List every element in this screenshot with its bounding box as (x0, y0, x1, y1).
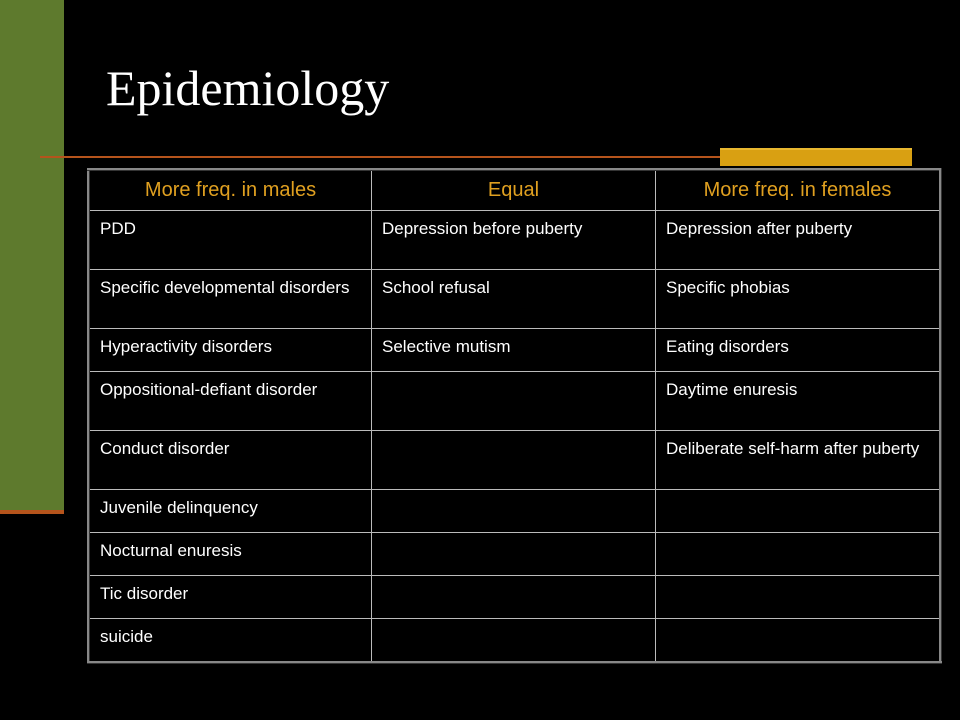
cell-equal (372, 431, 656, 490)
cell-males: Tic disorder (89, 576, 372, 619)
table-row (89, 431, 941, 490)
cell-males: Juvenile delinquency (89, 490, 372, 533)
cell-females: Deliberate self-harm after puberty (656, 431, 941, 490)
epidemiology-table (87, 168, 942, 664)
table-row (89, 533, 941, 576)
cell-males: Nocturnal enuresis (89, 533, 372, 576)
cell-equal (372, 372, 656, 431)
cell-equal (372, 490, 656, 533)
cell-males: Conduct disorder (89, 431, 372, 490)
cell-equal (372, 576, 656, 619)
cell-females (656, 490, 941, 533)
cell-females (656, 619, 941, 663)
table-row (89, 270, 941, 329)
header-males: More freq. in males (89, 170, 372, 211)
cell-females (656, 576, 941, 619)
cell-equal (372, 619, 656, 663)
epidemiology-table-container (87, 168, 939, 664)
table-row (89, 619, 941, 663)
header-equal: Equal (372, 170, 656, 211)
cell-equal: Depression before puberty (372, 211, 656, 270)
table-row (89, 372, 941, 431)
cell-equal (372, 533, 656, 576)
table-row (89, 490, 941, 533)
table-header-row (89, 170, 941, 211)
cell-males: Oppositional-defiant disorder (89, 372, 372, 431)
slide-title: Epidemiology (106, 60, 390, 116)
accent-line (720, 148, 912, 150)
accent-block (720, 148, 912, 166)
cell-equal: Selective mutism (372, 329, 656, 372)
cell-females (656, 533, 941, 576)
table-row (89, 329, 941, 372)
cell-females: Eating disorders (656, 329, 941, 372)
cell-males: PDD (89, 211, 372, 270)
cell-males: Hyperactivity disorders (89, 329, 372, 372)
cell-females: Specific phobias (656, 270, 941, 329)
cell-males: suicide (89, 619, 372, 663)
cell-equal: School refusal (372, 270, 656, 329)
title-underline-rule (40, 156, 722, 158)
cell-females: Daytime enuresis (656, 372, 941, 431)
cell-males: Specific developmental disorders (89, 270, 372, 329)
table-row (89, 211, 941, 270)
table-row (89, 576, 941, 619)
cell-females: Depression after puberty (656, 211, 941, 270)
left-accent-bar (0, 0, 64, 512)
header-females: More freq. in females (656, 170, 941, 211)
left-accent-bar-base (0, 510, 64, 514)
